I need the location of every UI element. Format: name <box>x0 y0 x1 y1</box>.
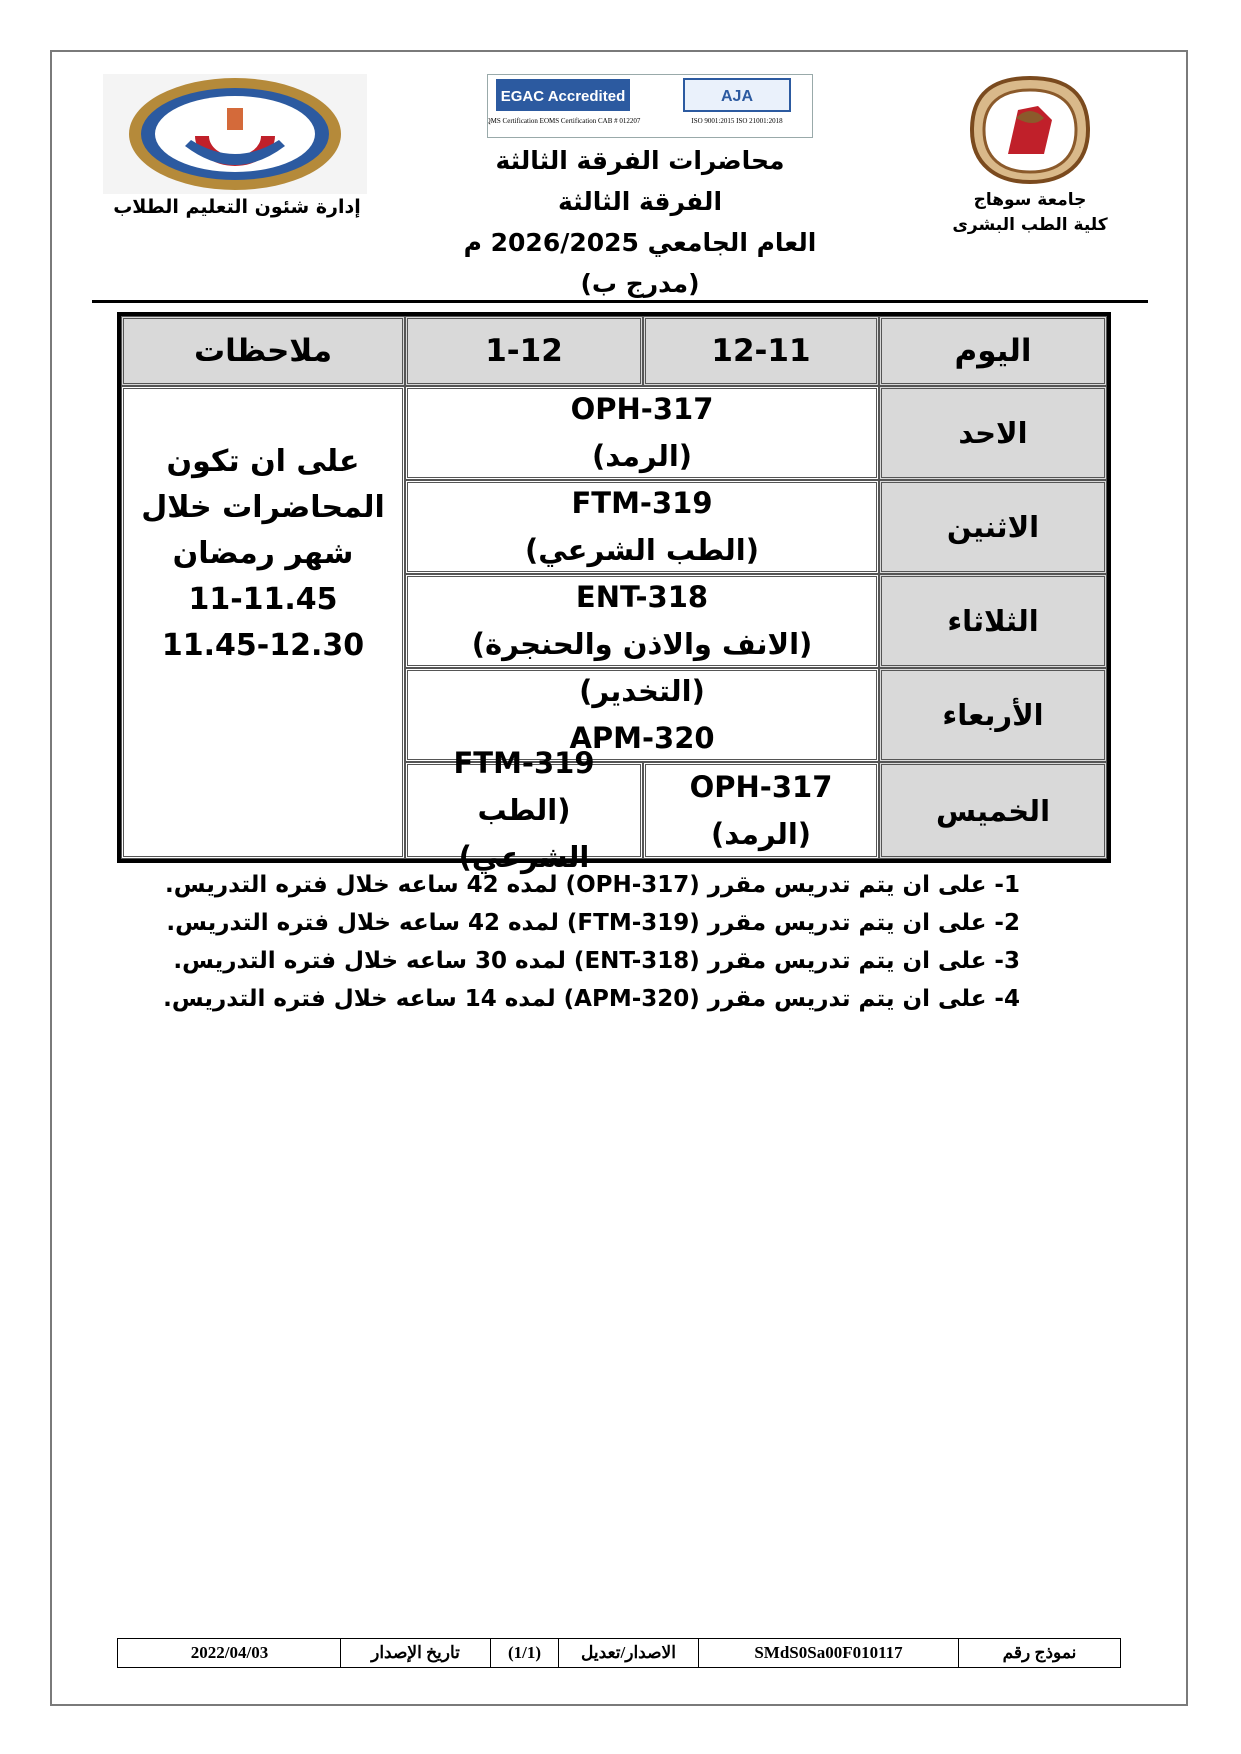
university-name: جامعة سوهاج <box>973 190 1087 210</box>
course-code: APM-320 <box>569 721 715 755</box>
course-code: FTM-319 <box>571 486 713 520</box>
university-block <box>950 188 1110 238</box>
course-tuesday <box>405 574 879 668</box>
day-monday: الاثنين <box>879 480 1107 574</box>
course-name: (الرمد) <box>710 816 812 851</box>
course-monday <box>405 480 879 574</box>
course-code: ENT-318 <box>575 580 709 614</box>
header-day: اليوم <box>879 316 1107 386</box>
egac-sub: QMS Certification EOMS Certification CAB # 012207 <box>488 117 641 125</box>
course-name: (الانف والاذن والحنجرة) <box>471 627 813 661</box>
aja-text: AJA <box>720 88 754 105</box>
header-slot-1: 12-11 <box>643 316 879 386</box>
form-number: SMdS0Sa00F010117 <box>698 1639 958 1667</box>
issue-date: 2022/04/03 <box>190 1643 269 1662</box>
footnote-item: 2- على ان يتم تدريس مقرر (FTM-319) لمده 42 ساعه خلال فتره التدريس. <box>166 910 1020 936</box>
course-code: OPH-317 <box>570 392 714 426</box>
egac-text: EGAC Accredited <box>500 88 626 105</box>
sohag-university-logo <box>968 74 1092 186</box>
version-label: الاصدار/تعديل <box>558 1639 698 1667</box>
certification-logos <box>487 74 813 138</box>
course-code: OPH-317 <box>689 769 833 804</box>
form-footer <box>117 1638 1121 1668</box>
version-value: (1/1) <box>490 1639 558 1667</box>
course-name: (التخدير) <box>579 674 705 708</box>
notes-line-5: 11.45-12.30 <box>161 628 365 663</box>
title-line-4: (مدرج ب) <box>580 269 700 298</box>
course-name: (الطب الشرعي) <box>458 793 590 874</box>
course-sunday <box>405 386 879 480</box>
header-divider <box>92 300 1148 303</box>
course-thursday-slot-2 <box>405 746 643 874</box>
notes-line-1: على ان تكون <box>166 444 360 479</box>
notes-line-3: شهر رمضان <box>172 536 354 571</box>
title-line-1: محاضرات الفرقة الثالثة <box>495 146 785 175</box>
notes-cell <box>121 386 405 859</box>
day-tuesday: الثلاثاء <box>879 574 1107 668</box>
aja-sub: ISO 9001:2015 ISO 21001:2018 <box>691 117 783 125</box>
schedule-table <box>117 312 1111 874</box>
day-thursday: الخميس <box>879 762 1107 859</box>
issue-date-label: تاريخ الإصدار <box>340 1639 490 1667</box>
footnote-item: 3- على ان يتم تدريس مقرر (ENT-318) لمده 30 ساعه خلال فتره التدريس. <box>173 948 1020 974</box>
faculty-name: كلية الطب البشرى <box>952 215 1108 235</box>
header-slot-2: 1-12 <box>405 316 643 386</box>
footnotes-list <box>163 866 1020 1018</box>
title-line-2: الفرقة الثالثة <box>557 187 723 216</box>
faculty-medicine-logo <box>103 74 367 194</box>
footnote-item: 4- على ان يتم تدريس مقرر (APM-320) لمده 14 ساعه خلال فتره التدريس. <box>163 986 1020 1012</box>
notes-line-4: 11-11.45 <box>188 582 338 617</box>
page-title <box>430 140 850 304</box>
course-name: (الرمد) <box>591 439 693 473</box>
day-wednesday: الأربعاء <box>879 668 1107 762</box>
course-thursday-slot-1 <box>643 762 879 859</box>
title-line-3: العام الجامعي 2026/2025 م <box>463 228 817 257</box>
header-notes: ملاحظات <box>121 316 405 386</box>
form-label: نموذج رقم <box>958 1639 1120 1667</box>
course-name: (الطب الشرعي) <box>525 533 759 567</box>
notes-line-2: المحاضرات خلال <box>141 490 385 525</box>
footnote-item: 1- على ان يتم تدريس مقرر (OPH-317) لمده 42 ساعه خلال فتره التدريس. <box>164 872 1020 898</box>
course-code: FTM-319 <box>453 746 595 780</box>
department-name: إدارة شئون التعليم الطلاب <box>113 196 361 218</box>
day-sunday: الاحد <box>879 386 1107 480</box>
